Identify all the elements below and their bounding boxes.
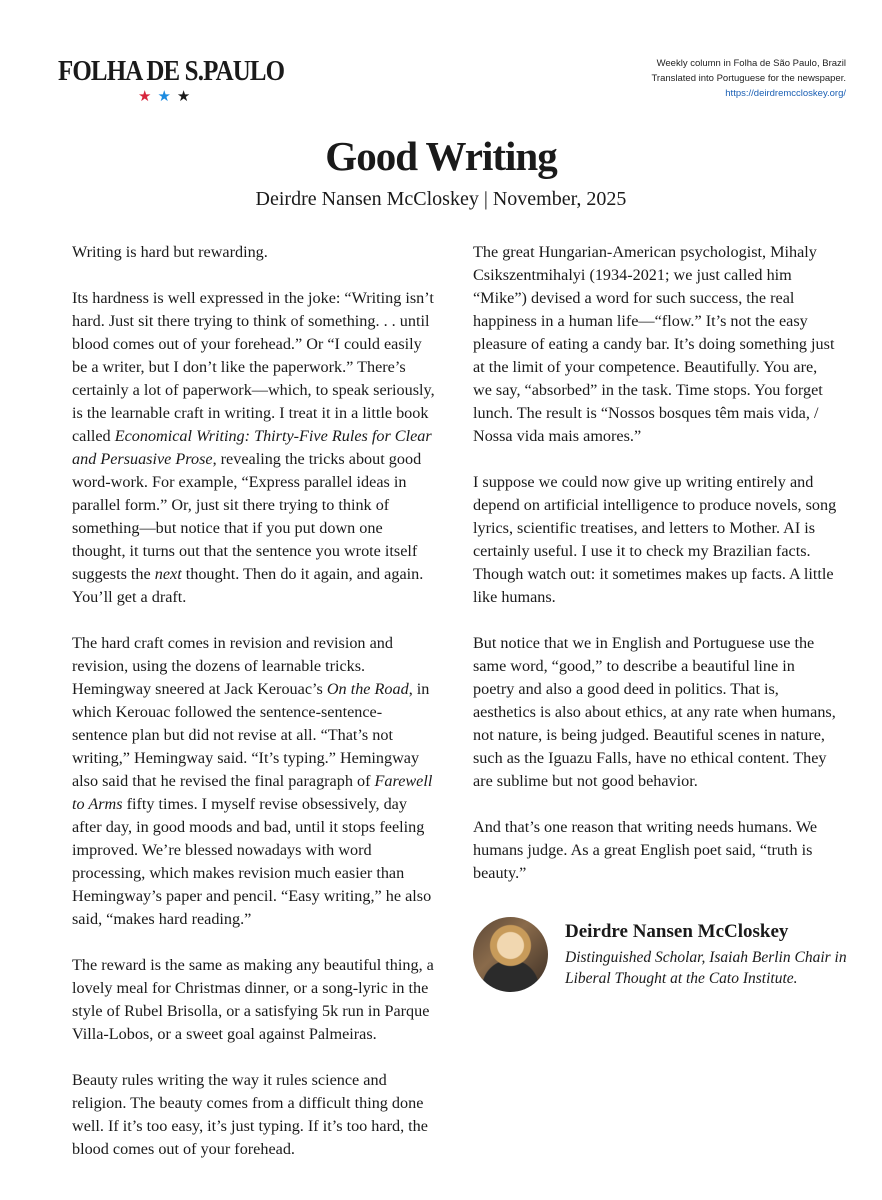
column-note: Weekly column in Folha de São Paulo, Brazil xyxy=(656,58,846,69)
left-column xyxy=(72,241,437,1184)
book-title: Economical Writing: Thirty-Five Rules for Clear and Persuasive Prose xyxy=(72,427,432,468)
logo-text: FOLHA DE S.PAULO xyxy=(58,55,285,87)
newspaper-logo xyxy=(58,55,321,105)
website-link[interactable]: https://deirdremccloskey.org/ xyxy=(725,88,846,99)
book-title: On the Road xyxy=(326,680,409,698)
author-box xyxy=(473,917,853,995)
author-role: Distinguished Scholar, Isaiah Berlin Chair in Liberal Thought at the Cato Institute. xyxy=(565,949,847,987)
author-photo xyxy=(473,917,548,992)
article-title: Good Writing xyxy=(325,133,557,179)
paragraph: The hard craft comes in revision and revision and revision, using the dozens of learnable tricks. Hemingway sneered at Jack Kerouac’s On the Road, in which Kerouac followed the sentence-sentence-sentence plan but did not revise at all. “That’s not writing,” Hemingway said. “It’s typing.” Hemingway also said that he revised the final paragraph of Farewell to Arms fifty times. I myself revise obsessively, day after day, in good moods and bad, until it stops feeling improved. We’re blessed nowadays with word processing, which makes revision much easier than Hemingway’s paper and pencil. “Easy writing,” he also said, “makes hard reading.” xyxy=(72,634,433,928)
paragraph: And that’s one reason that writing needs humans. We humans judge. As a great English poet said, “truth is beauty.” xyxy=(473,818,818,882)
byline: Deirdre Nansen McCloskey | November, 2025 xyxy=(255,188,627,210)
star-icon: ★ xyxy=(138,89,158,105)
star-icon: ★ xyxy=(157,89,177,105)
header-info xyxy=(651,56,846,101)
book-title: Farewell to Arms xyxy=(72,772,433,813)
paragraph: The great Hungarian-American psychologist, Mihaly Csikszentmihalyi (1934-2021; we just called him “Mike”) devised a word for such success, the real happiness in a human life—“flow.” It’s not the easy pleasure of eating a candy bar. It’s doing something just at the limit of your competence. Beautifully. You are, we say, “absorbed” in the task. Time stops. You forget lunch. The result is “Nossos bosques têm mais vida, / Nossa vida mais amores.” xyxy=(473,243,835,445)
paragraph: The reward is the same as making any beautiful thing, a lovely meal for Christmas dinner, or a song-lyric in the style of Rubel Brisolla, or a satisfying 5k run in Parque Villa-Lobos, or a sweet goal against Palmeiras. xyxy=(72,956,434,1043)
paragraph: But notice that we in English and Portuguese use the same word, “good,” to describe a beautiful line in poetry and also a good deed in politics. That is, aesthetics is also about ethics, at any rate when humans, not nature, is being judged. Beautiful scenes in nature, such as the Iguazu Falls, have no ethical content. They are sublime but not good behavior. xyxy=(473,634,836,790)
paragraph: Writing is hard but rewarding. xyxy=(72,243,268,261)
translation-note: Translated into Portuguese for the newspaper. xyxy=(651,73,846,84)
star-icon: ★ xyxy=(176,89,197,105)
paragraph: Its hardness is well expressed in the joke: “Writing isn’t hard. Just sit there trying to think of something. . . until blood comes out of your forehead.” Or “I could easily be a writer, but I don’t like the paperwork.” There’s certainly a lot of paperwork—which, to speak seriously, is the learnable craft in writing. I treat it in a little book called Economical Writing: Thirty-Five Rules for Clear and Persuasive Prose, revealing the tricks about good word-work. For example, “Express parallel ideas in parallel form.” Or, just sit there trying to think of something—but notice that if you put down one thought, it turns out that the sentence you wrote itself suggests the next thought. Then do it again, and again. You’ll get a draft. xyxy=(72,289,435,606)
paragraph: I suppose we could now give up writing entirely and depend on artificial intelligence to produce novels, song lyrics, scientific treatises, and letters to Mother. AI is certainly useful. I use it to check my Brazilian facts. Though watch out: it sometimes makes up facts. A little like humans. xyxy=(473,473,837,606)
author-name: Deirdre Nansen McCloskey xyxy=(565,921,789,942)
paragraph: Beauty rules writing the way it rules science and religion. The beauty comes from a difficult thing done well. If it’s too easy, it’s just typing. If it’s too hard, the blood comes out of your forehead. xyxy=(72,1071,428,1158)
logo-stars xyxy=(138,87,196,106)
right-column xyxy=(473,241,838,908)
